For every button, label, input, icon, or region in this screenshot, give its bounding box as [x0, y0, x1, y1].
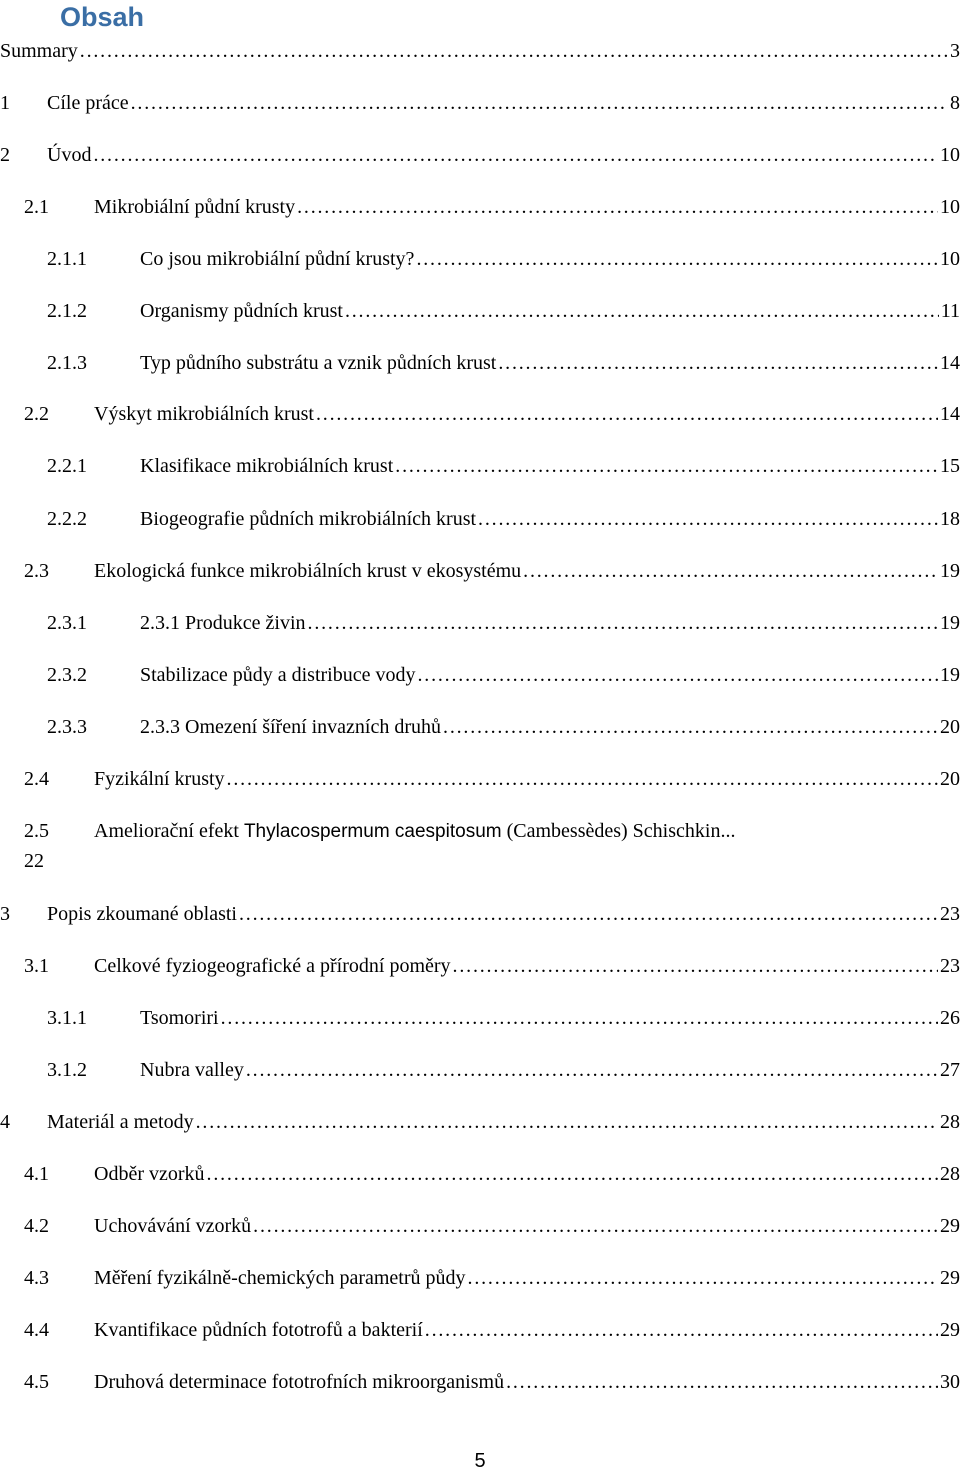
toc-entry-title: Fyzikální krusty — [94, 768, 225, 790]
toc-entry[interactable] — [0, 140, 960, 170]
dot-leader — [506, 1367, 938, 1397]
toc-entry-number: 2.4 — [24, 768, 49, 790]
toc-entry-page: 14 — [940, 352, 960, 374]
toc-entry[interactable] — [0, 1159, 960, 1189]
dot-leader — [416, 244, 938, 274]
dot-leader — [196, 1107, 938, 1137]
toc-entry-title: Měření fyzikálně-chemických parametrů půdy — [94, 1267, 466, 1289]
dot-leader — [345, 296, 939, 326]
dot-leader — [453, 951, 938, 981]
toc-entry-number: 2.1 — [24, 196, 49, 218]
toc-entry-number: 3.1.1 — [47, 1007, 87, 1029]
dot-leader — [239, 899, 938, 929]
toc-entry-number: 2.3.3 — [47, 716, 87, 738]
dot-leader — [80, 36, 948, 66]
dot-leader — [316, 399, 938, 429]
dot-leader — [93, 140, 938, 170]
toc-entry-title: Výskyt mikrobiálních krust — [94, 403, 314, 425]
toc-entry-page: 22 — [24, 850, 44, 872]
toc-entry-title: Co jsou mikrobiální půdní krusty? — [140, 248, 415, 270]
dot-leader — [417, 660, 938, 690]
toc-entry-number: 4.4 — [24, 1319, 49, 1341]
toc-entry-page: 29 — [940, 1215, 960, 1237]
toc-entry[interactable] — [0, 899, 960, 929]
toc-entry-page: 23 — [940, 903, 960, 925]
dot-leader: ... — [720, 820, 736, 842]
toc-entry[interactable] — [0, 951, 960, 981]
toc-entry-title: Klasifikace mikrobiálních krust — [140, 455, 394, 477]
toc-entry-title: Stabilizace půdy a distribuce vody — [140, 664, 416, 686]
toc-entry[interactable] — [0, 1315, 960, 1345]
toc-entry-page: 18 — [940, 508, 960, 530]
toc-entry[interactable] — [0, 1107, 960, 1137]
toc-entry-title: Biogeografie půdních mikrobiálních krust — [140, 508, 477, 530]
dot-leader — [395, 451, 938, 481]
toc-entry[interactable] — [0, 1003, 960, 1033]
toc-entry-title: Uchovávání vzorků — [94, 1215, 252, 1237]
toc-entry-page: 26 — [940, 1007, 960, 1029]
toc-entry-number: 2.1.2 — [47, 300, 87, 322]
toc-entry-number: 3.1 — [24, 955, 49, 977]
toc-entry-title: Tsomoriri — [140, 1007, 219, 1029]
toc-entry[interactable] — [0, 348, 960, 378]
toc-entry-page: 19 — [940, 612, 960, 634]
dot-leader — [131, 88, 948, 118]
toc-entry-page: 11 — [940, 300, 960, 322]
toc-entry-title: Typ půdního substrátu a vznik půdních krust — [140, 352, 497, 374]
toc-entry-title-text: Ameliorační efekt — [94, 820, 239, 842]
toc-entry-page: 19 — [940, 664, 960, 686]
toc-entry-number: 2.3 — [24, 560, 49, 582]
dot-leader — [297, 192, 938, 222]
toc-entry-page: 28 — [940, 1163, 960, 1185]
toc-entry-number: 2.2 — [24, 403, 49, 425]
toc-entry[interactable] — [0, 712, 960, 742]
toc-entry-page: 8 — [950, 92, 960, 114]
toc-entry-number: 4.1 — [24, 1163, 49, 1185]
toc-entry-title: Organismy půdních krust — [140, 300, 343, 322]
toc-entry-number: 4.2 — [24, 1215, 49, 1237]
dot-leader — [221, 1003, 938, 1033]
toc-entry-page: 20 — [940, 716, 960, 738]
toc-entry[interactable] — [0, 244, 960, 274]
toc-entry-number: 2.2.2 — [47, 508, 87, 530]
toc-entry-page: 27 — [940, 1059, 960, 1081]
toc-entry[interactable] — [0, 1367, 960, 1397]
toc-entry-title: Popis zkoumané oblasti — [47, 903, 237, 925]
toc-entry[interactable] — [0, 556, 960, 586]
toc-entry[interactable] — [0, 1263, 960, 1293]
toc-entry-page: 23 — [940, 955, 960, 977]
toc-entry-title-species: Thylacospermum caespitosum — [243, 821, 502, 842]
toc-entry[interactable] — [0, 192, 960, 222]
toc-entry[interactable] — [0, 296, 960, 326]
toc-entry-page: 29 — [940, 1319, 960, 1341]
toc-entry-number: 2 — [0, 144, 10, 166]
toc-entry-number: 2.3.1 — [47, 612, 87, 634]
toc-entry-number: 4 — [0, 1111, 10, 1133]
toc-entry-number: 2.5 — [24, 820, 49, 842]
toc-entry-page: 3 — [950, 40, 960, 62]
toc-entry[interactable] — [0, 660, 960, 690]
toc-entry-title: Odběr vzorků — [94, 1163, 205, 1185]
toc-entry[interactable] — [0, 504, 960, 534]
toc-entry-number: 4.3 — [24, 1267, 49, 1289]
toc-entry[interactable] — [0, 399, 960, 429]
toc-entry-page: 28 — [940, 1111, 960, 1133]
toc-entry-title-tail: (Cambessèdes) Schischkin — [506, 820, 721, 842]
dot-leader — [425, 1315, 938, 1345]
toc-entry-title: Cíle práce — [47, 92, 129, 114]
toc-entry-page: 10 — [940, 144, 960, 166]
dot-leader — [443, 712, 938, 742]
toc-entry-title: Summary — [0, 40, 78, 62]
toc-entry-title: Nubra valley — [140, 1059, 244, 1081]
toc-entry[interactable] — [0, 451, 960, 481]
toc-entry-title: Úvod — [47, 144, 92, 166]
toc-entry-title: Celkové fyziogeografické a přírodní poměry — [94, 955, 451, 977]
toc-entry-title: Materiál a metody — [47, 1111, 194, 1133]
toc-entry-page: 15 — [940, 455, 960, 477]
dot-leader — [308, 608, 938, 638]
toc-entry-title: Mikrobiální půdní krusty — [94, 196, 296, 218]
toc-entry-title: Druhová determinace fototrofních mikroorganismů — [94, 1371, 505, 1393]
toc-entry[interactable] — [0, 36, 960, 66]
page-number: 5 — [474, 1450, 486, 1472]
toc-entry-title: Kvantifikace půdních fototrofů a bakterií — [94, 1319, 423, 1341]
toc-entry-number: 1 — [0, 92, 10, 114]
dot-leader — [227, 764, 938, 794]
toc-entry-page: 30 — [940, 1371, 960, 1393]
toc-entry-number: 3 — [0, 903, 10, 925]
toc-entry[interactable] — [0, 764, 960, 794]
toc-heading: Obsah — [60, 2, 145, 32]
toc-entry-page: 14 — [940, 403, 960, 425]
toc-entry-title — [94, 816, 720, 847]
dot-leader — [253, 1211, 938, 1241]
toc-entry-title: Ekologická funkce mikrobiálních krust v ekosystému — [94, 560, 522, 582]
toc-entry-number: 2.3.2 — [47, 664, 87, 686]
toc-entry[interactable] — [0, 1211, 960, 1241]
toc-entry[interactable] — [0, 816, 960, 878]
toc-entry-number: 4.5 — [24, 1371, 49, 1393]
toc-entry-title: 2.3.1 Produkce živin — [140, 612, 306, 634]
toc-entry[interactable] — [0, 608, 960, 638]
toc-entry-page: 19 — [940, 560, 960, 582]
toc-entry-number: 2.1.1 — [47, 248, 87, 270]
toc-entry-number: 2.2.1 — [47, 455, 87, 477]
dot-leader — [523, 556, 938, 586]
toc-entry-page: 20 — [940, 768, 960, 790]
toc-entry[interactable] — [0, 1055, 960, 1085]
toc-entry-number: 2.1.3 — [47, 352, 87, 374]
dot-leader — [207, 1159, 938, 1189]
toc-entry-page: 10 — [940, 196, 960, 218]
dot-leader — [498, 348, 938, 378]
toc-entry-page: 29 — [940, 1267, 960, 1289]
dot-leader — [246, 1055, 938, 1085]
toc-entry-title: 2.3.3 Omezení šíření invazních druhů — [140, 716, 442, 738]
toc-entry-page: 10 — [940, 248, 960, 270]
dot-leader — [478, 504, 938, 534]
toc-entry[interactable] — [0, 88, 960, 118]
toc-entry-number: 3.1.2 — [47, 1059, 87, 1081]
dot-leader — [468, 1263, 938, 1293]
